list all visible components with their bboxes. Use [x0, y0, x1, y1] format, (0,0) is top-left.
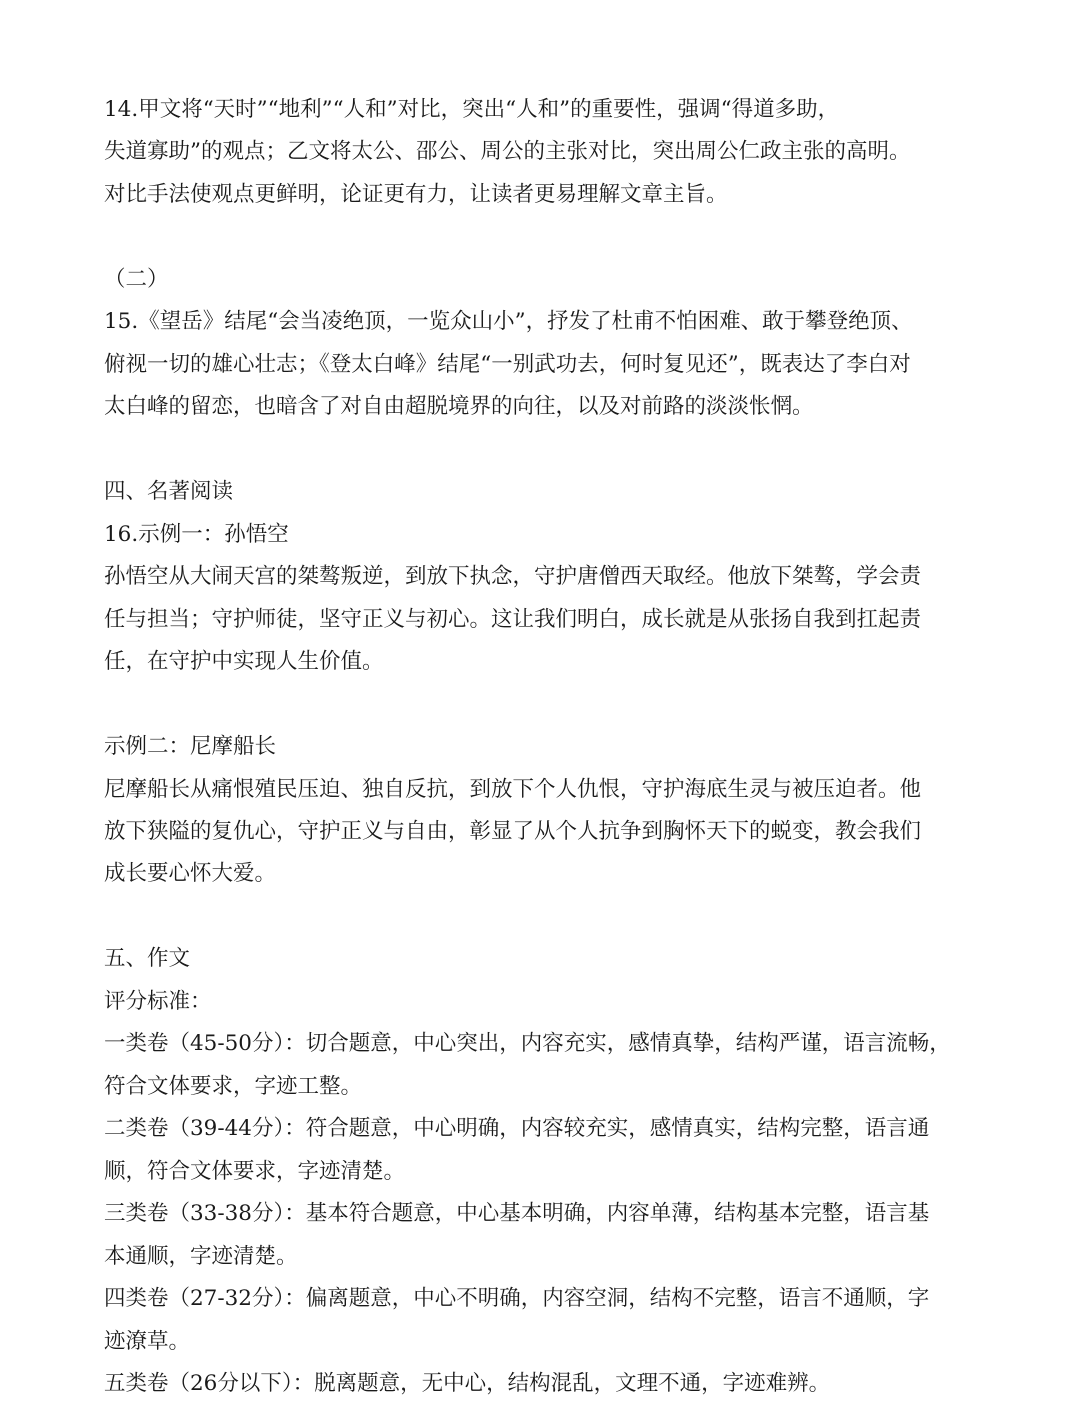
- text-line: 三类卷（33-38分）：基本符合题意，中心基本明确，内容单薄，结构基本完整，语言基: [104, 1201, 930, 1227]
- text-line: 14.甲文将“天时”“地利”“人和”对比，突出“人和”的重要性，强调“得道多助，: [104, 97, 840, 122]
- text-line: 俯视一切的雄心壮志；《登太白峰》结尾“一别武功去，何时复见还”，既表达了李白对: [104, 351, 911, 377]
- blank-line: [104, 684, 944, 726]
- text-line: 四类卷（27-32分）：偏离题意，中心不明确，内容空洞，结构不完整，语言不通顺，字: [104, 1286, 930, 1312]
- text-line: 任与担当；守护师徒，坚守正义与初心。这让我们明白，成长就是从张扬自我到扛起责: [104, 606, 922, 632]
- text-line: 符合文体要求，字迹工整。: [104, 1073, 363, 1099]
- text-line: 失道寡助”的观点；乙文将太公、邵公、周公的主张对比，突出周公仁政主张的高明。: [104, 139, 911, 165]
- text-line: 放下狭隘的复仇心，守护正义与自由，彰显了从个人抗争到胸怀天下的蜕变，教会我们: [104, 818, 922, 844]
- text-line: （二）: [104, 266, 169, 292]
- text-line: 迹潦草。: [104, 1328, 191, 1354]
- paragraph-q16-example2: [104, 726, 944, 896]
- text-line: 16.示例一：孙悟空: [104, 521, 289, 547]
- text-line: 本通顺，字迹清楚。: [104, 1243, 298, 1269]
- paragraph-q16-example1: [104, 514, 944, 684]
- text-line: 对比手法使观点更鲜明，论证更有力，让读者更易理解文章主旨。: [104, 181, 728, 207]
- paragraph-q15: [104, 301, 944, 428]
- text-line: 尼摩船长从痛恨殖民压迫、独自反抗，到放下个人仇恨，守护海底生灵与被压迫者。他: [104, 776, 922, 802]
- text-line: 顺，符合文体要求，字迹清楚。: [104, 1158, 406, 1184]
- text-line: 孙悟空从大闹天宫的桀骜叛逆，到放下执念，守护唐僧西天取经。他放下桀骜，学会责: [104, 564, 922, 590]
- text-line: 15.《望岳》结尾“会当凌绝顶，一览众山小”，抒发了杜甫不怕困难、敢于攀登绝顶、: [104, 309, 913, 335]
- text-line: 五、作文: [104, 946, 191, 972]
- blank-line: [104, 429, 944, 471]
- text-line: 二类卷（39-44分）：符合题意，中心明确，内容较充实，感情真实，结构完整，语言通: [104, 1116, 930, 1142]
- text-line: 评分标准：: [104, 988, 212, 1014]
- paragraph-section-2: [104, 259, 944, 301]
- text-line: 一类卷（45-50分）：切合题意，中心突出，内容充实，感情真挚，结构严谨，语言流畅，: [104, 1031, 951, 1057]
- text-line: 成长要心怀大爱。: [104, 861, 277, 887]
- paragraph-section-5: [104, 938, 951, 1405]
- blank-line: [104, 216, 944, 258]
- text-line: 太白峰的留恋，也暗含了对自由超脱境界的向往，以及对前路的淡淡怅惘。: [104, 394, 814, 420]
- blank-line: [104, 896, 944, 938]
- text-line: 五类卷（26分以下）：脱离题意，无中心，结构混乱，文理不通，字迹难辨。: [104, 1371, 831, 1397]
- paragraph-section-4: [104, 471, 944, 513]
- answer-document: [104, 89, 951, 1406]
- paragraph-q14: [104, 89, 944, 216]
- text-line: 示例二：尼摩船长: [104, 734, 277, 760]
- text-line: 四、名著阅读: [104, 479, 234, 505]
- text-line: 任，在守护中实现人生价值。: [104, 649, 384, 675]
